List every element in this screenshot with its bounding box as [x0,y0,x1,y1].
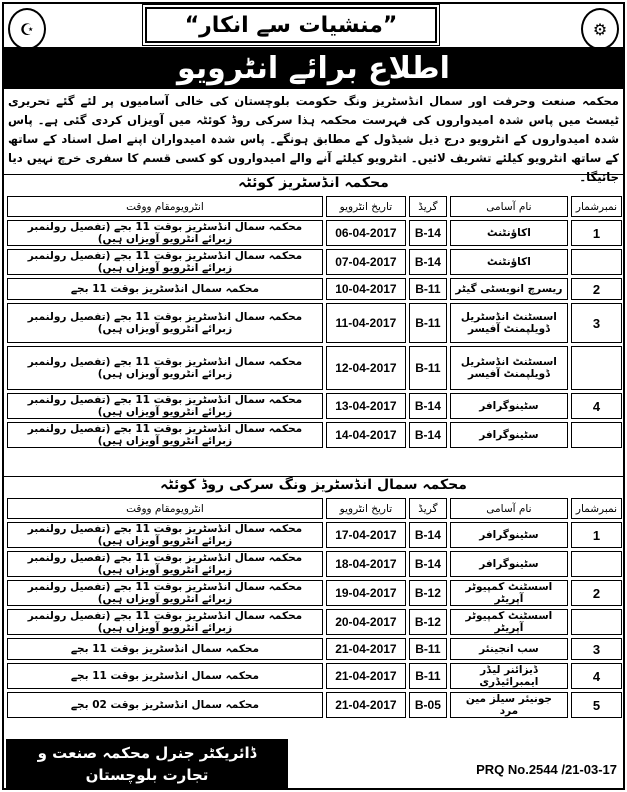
cell-date: 19-04-2017 [326,580,406,606]
cell-grade: B-11 [409,303,447,343]
cell-date: 10-04-2017 [326,278,406,300]
header-row [7,498,622,519]
cell-venue: محکمہ سمال انڈسٹریز بوقت 11 بجے (تفصیل رولنمبر زبرائے انٹرویو آویزاں ہیں) [7,551,323,577]
cell-post: اکاؤنٹنٹ [450,249,568,275]
table-row [7,278,622,300]
cell-venue: محکمہ سمال انڈسٹریز بوقت 11 بجے (تفصیل رولنمبر زبرائے انٹرویو آویزاں ہیں) [7,346,323,390]
cell-grade: B-11 [409,346,447,390]
column-header-date: تاریخ انٹرویو [326,196,406,217]
cell-grade: B-11 [409,278,447,300]
cell-grade: B-12 [409,609,447,635]
cell-date: 17-04-2017 [326,522,406,548]
column-header-post: نام آسامی [450,498,568,519]
cell-venue: محکمہ سمال انڈسٹریز بوقت 11 بجے (تفصیل رولنمبر زبرائے انٹرویو آویزاں ہیں) [7,220,323,246]
cell-grade: B-14 [409,551,447,577]
department-seal-icon: ⚙ [581,8,619,50]
table-row [7,663,622,689]
prq-number: PRQ No.2544 /21-03-17 [476,762,617,777]
signature-line-1: ڈائریکٹر جنرل محکمہ صنعت و [37,744,257,762]
table-row [7,522,622,548]
table-row [7,638,622,660]
signature-line-2: تجارت بلوچستان [85,766,209,784]
cell-date: 21-04-2017 [326,692,406,718]
cell-no [571,609,622,635]
table-row [7,422,622,448]
column-header-venue: انٹرویومقام ووقت [7,498,323,519]
cell-date: 14-04-2017 [326,422,406,448]
cell-grade: B-11 [409,663,447,689]
cell-no: 2 [571,278,622,300]
cell-no: 4 [571,663,622,689]
page-title: اطلاع برائے انٹرویو [4,47,623,89]
cell-date: 06-04-2017 [326,220,406,246]
cell-no: 5 [571,692,622,718]
cell-venue: محکمہ سمال انڈسٹریز بوقت 11 بجے (تفصیل رولنمبر زبرائے انٹرویو آویزاں ہیں) [7,580,323,606]
cell-venue: محکمہ سمال انڈسٹریز بوقت 11 بجے (تفصیل رولنمبر زبرائے انٹرویو آویزاں ہیں) [7,522,323,548]
cell-date: 18-04-2017 [326,551,406,577]
notice-paragraph: محکمہ صنعت وحرفت اور سمال انڈسٹریز ونگ حکومت بلوچستان کی خالی آسامیوں پر لئے گئے تحریری ٹیسٹ میں پاس شدہ امیدواروں کی فہرست محکمہ ہذا سرکی روڈ کوئٹہ میں آویزاں کردی گئی ہے۔ پاس شدہ امیدواروں کے انٹرویو درج ذیل شیڈول کے مطابق ہونگے۔ پاس شدہ امیدواران اپنے اصل اسناد کے ساتھ کے ساتھ انٹرویو کیلئے تشریف لائیں۔ انٹرویو کیلئے آنے والے امیدواروں کو کسی قسم کا سفری خرچ نہیں دیا جائیگا۔ [8,94,619,184]
column-header-venue: انٹرویومقام ووقت [7,196,323,217]
cell-date: 21-04-2017 [326,638,406,660]
cell-venue: محکمہ سمال انڈسٹریز بوقت 11 بجے [7,278,323,300]
cell-date: 13-04-2017 [326,393,406,419]
cell-date: 12-04-2017 [326,346,406,390]
cell-grade: B-14 [409,522,447,548]
column-header-post: نام آسامی [450,196,568,217]
cell-venue: محکمہ سمال انڈسٹریز بوقت 11 بجے [7,663,323,689]
cell-venue: محکمہ سمال انڈسٹریز بوقت 11 بجے (تفصیل رولنمبر زبرائے انٹرویو آویزاں ہیں) [7,303,323,343]
cell-grade: B-12 [409,580,447,606]
cell-grade: B-11 [409,638,447,660]
section-title-small-industries: محکمہ سمال انڈسٹریز ونگ سرکی روڈ کوئٹہ [4,476,623,493]
cell-post: اسسٹنٹ کمپیوٹر آپریٹر [450,609,568,635]
cell-grade: B-14 [409,422,447,448]
cell-grade: B-14 [409,249,447,275]
cell-venue: محکمہ سمال انڈسٹریز بوقت 11 بجے [7,638,323,660]
table-row [7,393,622,419]
cell-post: جونیئر سیلز مین مرد [450,692,568,718]
cell-no [571,346,622,390]
table-row [7,551,622,577]
cell-no: 2 [571,580,622,606]
cell-grade: B-05 [409,692,447,718]
cell-venue: محکمہ سمال انڈسٹریز بوقت 02 بجے [7,692,323,718]
cell-post: اسسٹنٹ کمپیوٹر آپریٹر [450,580,568,606]
government-emblem-icon: ☪ [8,8,46,50]
cell-no: 1 [571,522,622,548]
table-row [7,249,622,275]
column-header-grade: گریڈ [409,196,447,217]
cell-post: سٹینوگرافر [450,551,568,577]
column-header-no: نمبرشمار [571,498,622,519]
cell-post: ریسرچ انویسٹی گیٹر [450,278,568,300]
anti-drug-slogan: ”منشیات سے انکار“ [145,7,437,43]
cell-date: 07-04-2017 [326,249,406,275]
cell-venue: محکمہ سمال انڈسٹریز بوقت 11 بجے (تفصیل رولنمبر زبرائے انٹرویو آویزاں ہیں) [7,393,323,419]
table-row [7,303,622,343]
header-row [7,196,622,217]
cell-venue: محکمہ سمال انڈسٹریز بوقت 11 بجے (تفصیل رولنمبر زبرائے انٹرویو آویزاں ہیں) [7,422,323,448]
cell-date: 21-04-2017 [326,663,406,689]
cell-post: ڈیزائنر لیڈر ایمبرائیڈری [450,663,568,689]
cell-post: اسسٹنٹ انڈسٹریل ڈویلپمنٹ آفیسر [450,303,568,343]
cell-post: اسسٹنٹ انڈسٹریل ڈویلپمنٹ آفیسر [450,346,568,390]
cell-post: اکاؤنٹنٹ [450,220,568,246]
cell-no [571,422,622,448]
table-row [7,220,622,246]
column-header-date: تاریخ انٹرویو [326,498,406,519]
cell-venue: محکمہ سمال انڈسٹریز بوقت 11 بجے (تفصیل رولنمبر زبرائے انٹرویو آویزاں ہیں) [7,609,323,635]
section-title-industries-quetta: محکمہ انڈسٹریز کوئٹہ [4,174,623,191]
cell-no: 1 [571,220,622,246]
schedule-table-industries-quetta [4,193,625,451]
cell-no: 4 [571,393,622,419]
table-row [7,692,622,718]
cell-venue: محکمہ سمال انڈسٹریز بوقت 11 بجے (تفصیل رولنمبر زبرائے انٹرویو آویزاں ہیں) [7,249,323,275]
schedule-table-small-industries [4,495,625,721]
cell-grade: B-14 [409,393,447,419]
cell-no: 3 [571,303,622,343]
table-row [7,580,622,606]
cell-no [571,249,622,275]
cell-date: 20-04-2017 [326,609,406,635]
cell-post: سٹینوگرافر [450,393,568,419]
column-header-grade: گریڈ [409,498,447,519]
cell-date: 11-04-2017 [326,303,406,343]
table-row [7,346,622,390]
cell-no [571,551,622,577]
cell-post: سٹینوگرافر [450,422,568,448]
cell-no: 3 [571,638,622,660]
cell-grade: B-14 [409,220,447,246]
cell-post: سب انجینئر [450,638,568,660]
signature-block [6,739,288,789]
column-header-no: نمبرشمار [571,196,622,217]
table-row [7,609,622,635]
cell-post: سٹینوگرافر [450,522,568,548]
